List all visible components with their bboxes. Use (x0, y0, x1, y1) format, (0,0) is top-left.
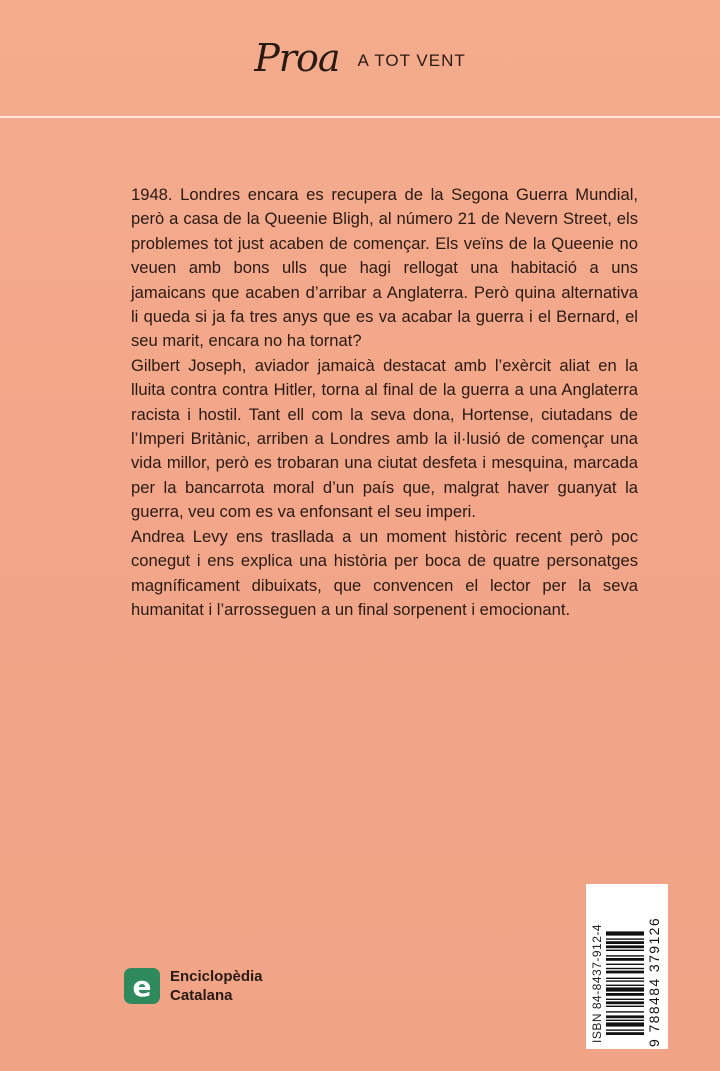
barcode-bar (606, 1006, 644, 1007)
barcode-bar (606, 958, 644, 961)
barcode-bar (606, 985, 644, 986)
barcode-rotated (586, 884, 668, 1049)
barcode-bar (606, 1001, 644, 1004)
barcode-bar (606, 1011, 644, 1012)
barcode-bar (606, 1029, 644, 1030)
barcode-bar (606, 968, 644, 969)
barcode-bar (606, 1032, 644, 1035)
barcode-bar (606, 931, 644, 935)
header (0, 0, 720, 116)
barcode-bar (606, 964, 644, 965)
barcode-bar (606, 993, 644, 996)
barcode-bar (606, 1015, 644, 1018)
synopsis (131, 183, 638, 622)
barcode-bar (606, 978, 644, 979)
barcode-bar (606, 1020, 644, 1021)
barcode-bar (606, 971, 644, 974)
barcode-bar (606, 1022, 644, 1026)
publisher-imprint (124, 967, 263, 1005)
barcode-bar (606, 955, 644, 956)
barcode-bar (606, 941, 644, 944)
barcode-bar (606, 980, 644, 981)
barcode-bar (606, 999, 644, 1000)
publisher-name-line1: Enciclopèdia (170, 968, 263, 985)
synopsis-paragraph: Gilbert Joseph, aviador jamaicà destacat amb l’exèrcit aliat en la lluita contra contra Hitler, torna al final de la guerra a una Anglaterra racista i hostil. Tant ell com la seva dona, Hortense, ciutadans de l’Imperi Britànic, arriben a Londres amb la il·lusió de començar una vida millor, però es trobaran una ciutat desfeta i mesquina, marcada per la bancarrota moral d’un país que, malgrat haver guanyat la guerra, veu com es va enfonsant el seu imperi. (131, 355, 638, 522)
enciclopedia-logo-icon: e (124, 968, 160, 1004)
synopsis-paragraph: Andrea Levy ens trasllada a un moment històric recent però poc conegut i ens explica una història per boca de quatre personatges magníficament dibuixats, que convencen el lector per la seva humanitat i l’arrosseguen a un final sorpenent i emocionant. (131, 526, 638, 619)
publisher-logo: Proa (254, 36, 340, 80)
header-divider (0, 116, 720, 118)
barcode-bar (606, 938, 644, 939)
isbn-text: ISBN 84-8437-912-4 (590, 923, 604, 1043)
barcode-bar (606, 987, 644, 991)
barcode-bar (606, 945, 644, 948)
barcode-bars (606, 895, 644, 1035)
series-name: A TOT VENT (357, 51, 466, 70)
publisher-name-line2: Catalana (170, 987, 233, 1004)
barcode-bar (606, 950, 644, 951)
publisher-name (170, 967, 263, 1005)
synopsis-paragraph: 1948. Londres encara es recupera de la Segona Guerra Mundial, però a casa de la Queenie Bligh, al número 21 de Nevern Street, els problemes tot just acaben de començar. Els veïns de la Queenie no veuen amb bons ulls que hagi rellogat una habitació a uns jamaicans que acaben d’arribar a Anglaterra. Però quina alternativa li queda si ja fa tres anys que es va acabar la guerra i el Bernard, el seu marit, encara no ha tornat? (131, 185, 638, 351)
ean-digits: 9 788484 379126 (646, 917, 662, 1047)
barcode-label (586, 884, 668, 1049)
